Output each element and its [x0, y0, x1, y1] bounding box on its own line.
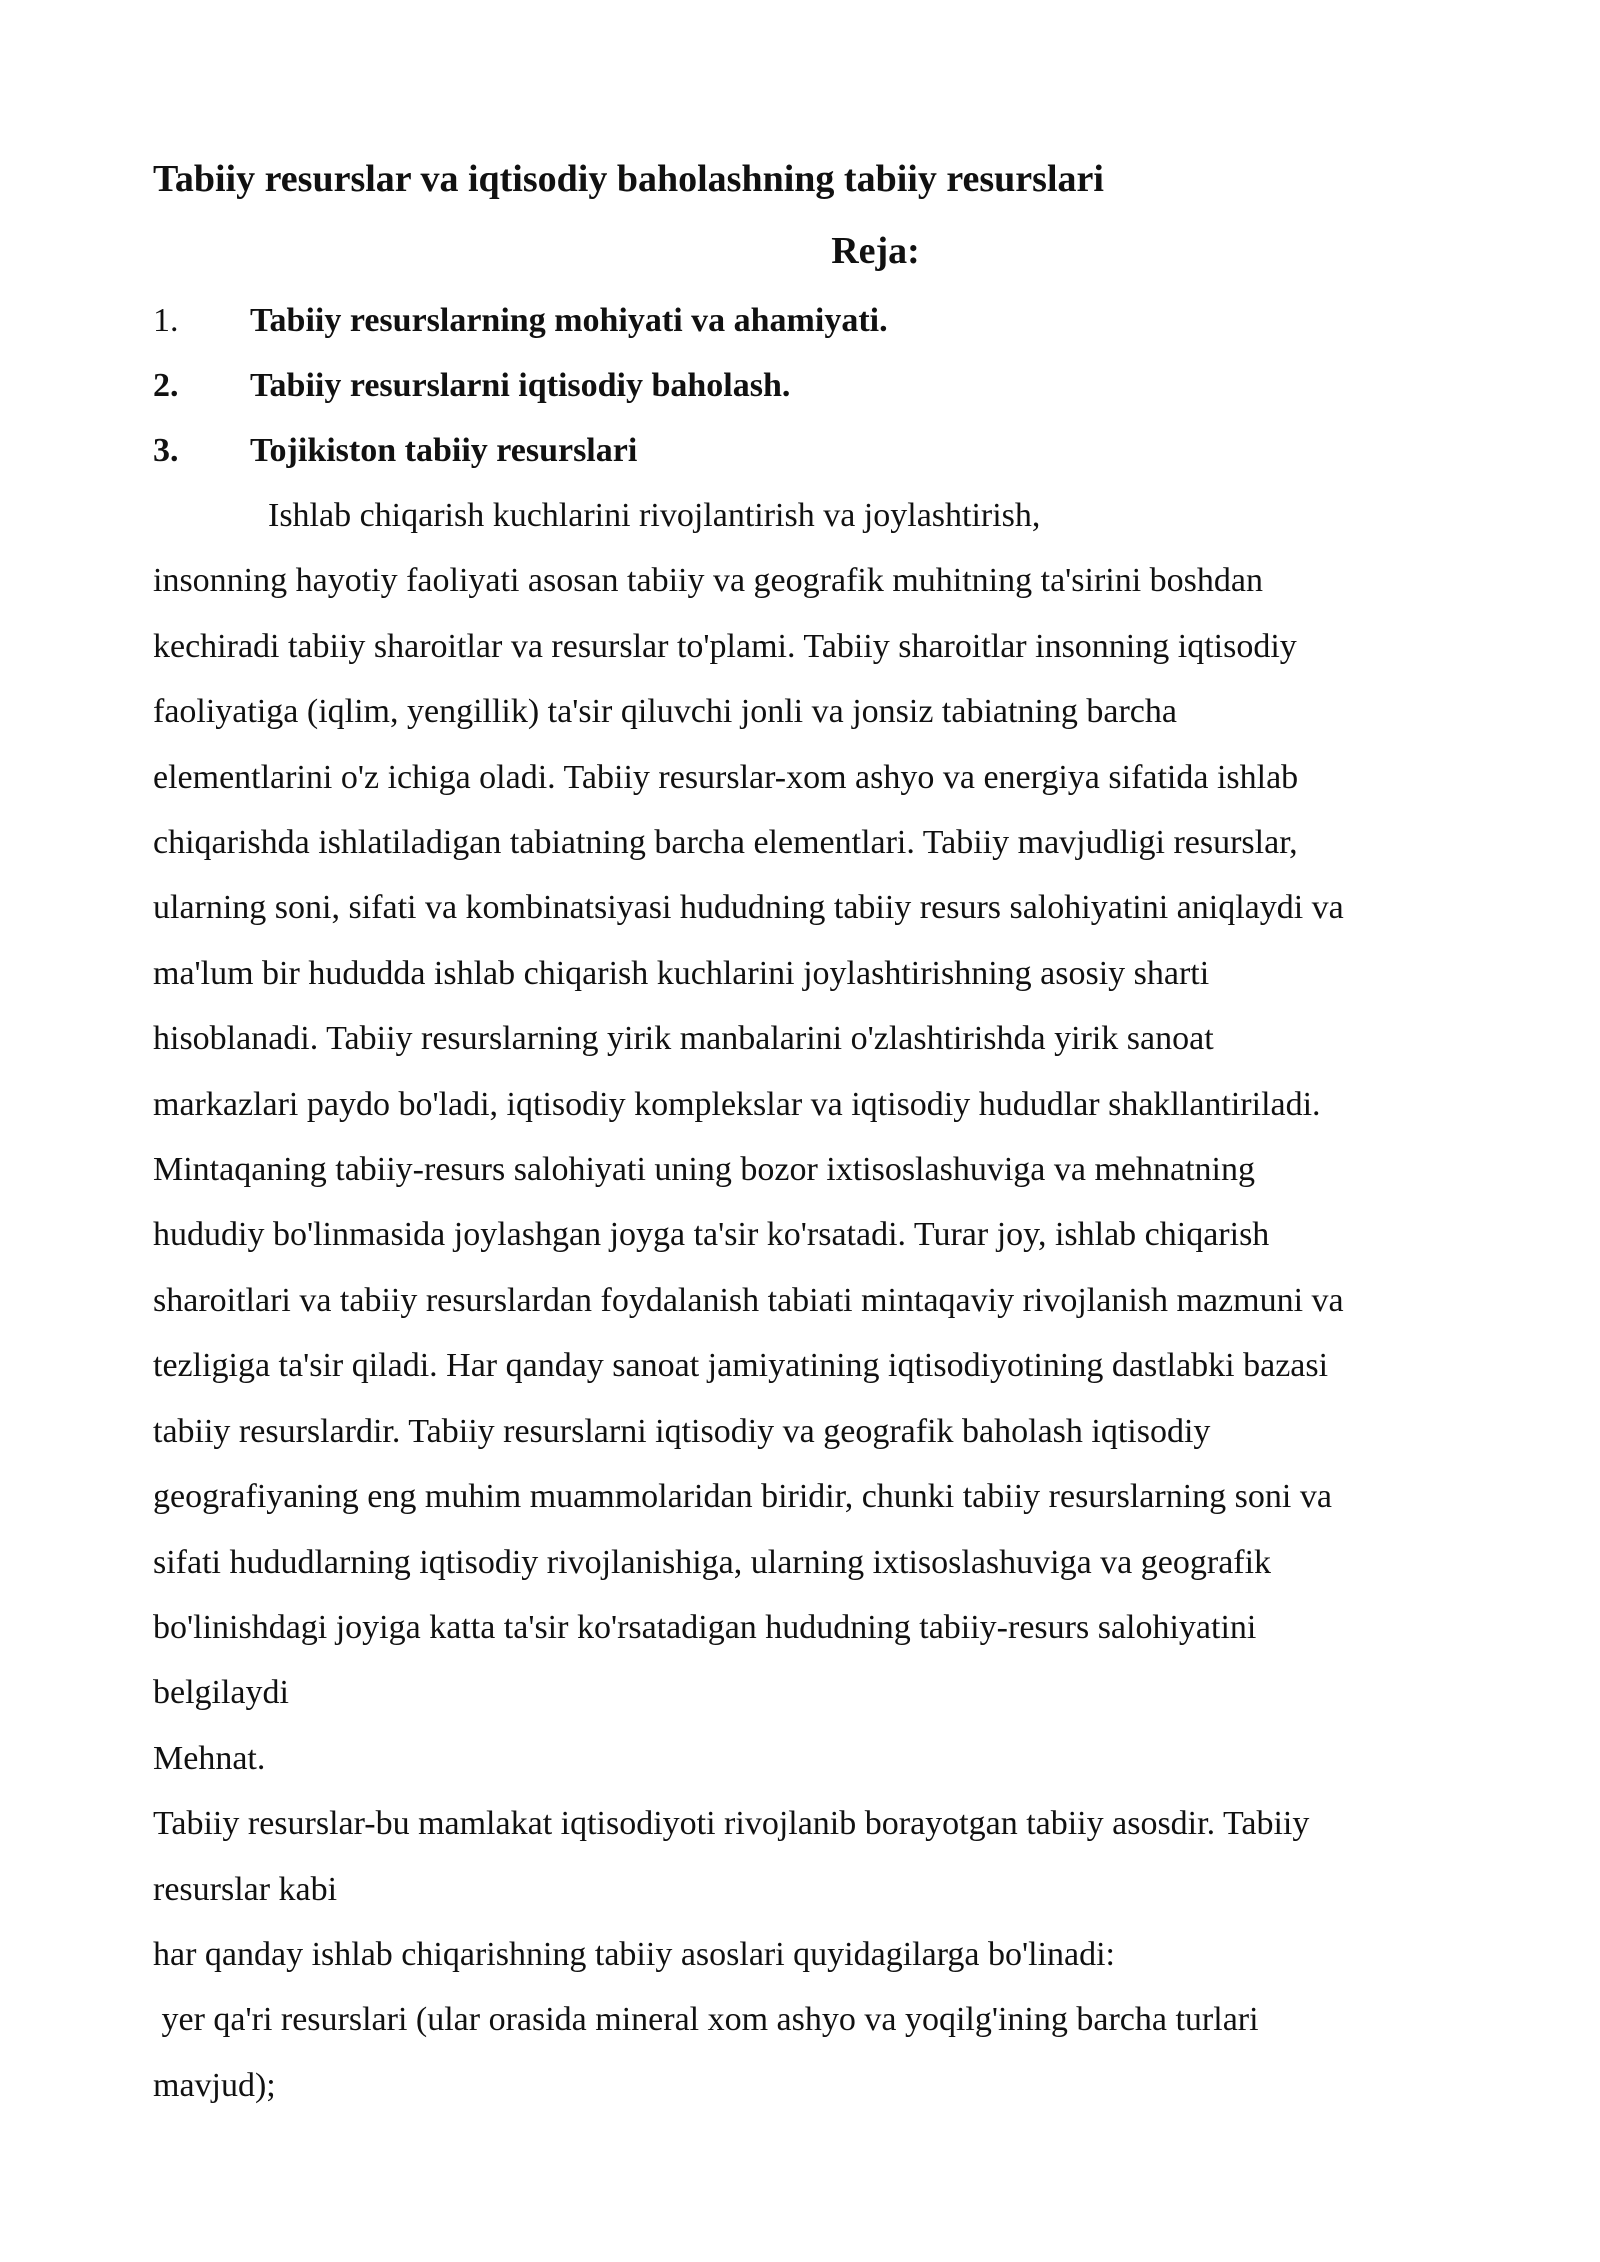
- body-line: markazlari paydo bo'ladi, iqtisodiy komplekslar va iqtisodiy hududlar shakllantiriladi.: [153, 1085, 1321, 1123]
- plan-item-number: 3.: [153, 432, 179, 469]
- plan-list: [153, 288, 1483, 483]
- body-line: faoliyatiga (iqlim, yengillik) ta'sir qiluvchi jonli va jonsiz tabiatning barcha: [153, 693, 1177, 731]
- body-line: mavjud);: [153, 2066, 276, 2104]
- body-line: belgilaydi: [153, 1674, 289, 1712]
- body-line: sifati hududlarning iqtisodiy rivojlanishiga, ularning ixtisoslashuviga va geografik: [153, 1543, 1272, 1581]
- document-title: Tabiiy resurslar va iqtisodiy baholashning tabiiy resurslari: [153, 158, 1104, 200]
- body-line: kechiradi tabiiy sharoitlar va resurslar to'plami. Tabiiy sharoitlar insonning iqtisodiy: [153, 627, 1297, 665]
- body-line: hisoblanadi. Tabiiy resurslarning yirik manbalarini o'zlashtirishda yirik sanoat: [153, 1020, 1214, 1058]
- body-line: Tabiiy resurslar-bu mamlakat iqtisodiyoti rivojlanib borayotgan tabiiy asosdir. Tabiiy: [153, 1805, 1310, 1843]
- body-line: ma'lum bir hududda ishlab chiqarish kuchlarini joylashtirishning asosiy sharti: [153, 954, 1210, 992]
- plan-item-2: [153, 353, 1483, 418]
- body-line: Mehnat.: [153, 1739, 266, 1777]
- body-line: resurslar kabi: [153, 1870, 338, 1908]
- body-line: sharoitlari va tabiiy resurslardan foydalanish tabiati mintaqaviy rivojlanish mazmuni va: [153, 1281, 1344, 1319]
- body-line: geografiyaning eng muhim muammolaridan biridir, chunki tabiiy resurslarning soni va: [153, 1478, 1332, 1516]
- body-line: tezligiga ta'sir qiladi. Har qanday sanoat jamiyatining iqtisodiyotining dastlabki bazasi: [153, 1347, 1329, 1385]
- body-line: Mintaqaning tabiiy-resurs salohiyati uning bozor ixtisoslashuviga va mehnatning: [153, 1151, 1255, 1189]
- body-line: insonning hayotiy faoliyati asosan tabiiy va geografik muhitning ta'sirini boshdan: [153, 562, 1263, 600]
- document-page: [153, 150, 1483, 2118]
- plan-item-number: 2.: [153, 367, 179, 404]
- plan-item-number: 1.: [153, 302, 179, 339]
- plan-item-text: Tabiiy resurslarning mohiyati va ahamiyati.: [250, 302, 888, 339]
- body-line: Ishlab chiqarish kuchlarini rivojlantirish va joylashtirish,: [268, 497, 1041, 534]
- plan-item-3: [153, 418, 1483, 483]
- body-line: elementlarini o'z ichiga oladi. Tabiiy resurslar-xom ashyo va energiya sifatida ishlab: [153, 758, 1299, 796]
- body-line: har qanday ishlab chiqarishning tabiiy asoslari quyidagilarga bo'linadi:: [153, 1935, 1115, 1973]
- body-line: hududiy bo'linmasida joylashgan joyga ta'sir ko'rsatadi. Turar joy, ishlab chiqarish: [153, 1216, 1270, 1254]
- body-text: [153, 483, 1483, 2118]
- body-line: tabiiy resurslardir. Tabiiy resurslarni iqtisodiy va geografik baholash iqtisodiy: [153, 1412, 1211, 1450]
- plan-item-text: Tojikiston tabiiy resurslari: [250, 432, 638, 469]
- body-line: bo'linishdagi joyiga katta ta'sir ko'rsatadigan hududning tabiiy-resurs salohiyatini: [153, 1608, 1257, 1646]
- plan-item-1: [153, 288, 1483, 353]
- body-line: ularning soni, sifati va kombinatsiyasi hududning tabiiy resurs salohiyatini aniqlaydi va: [153, 889, 1344, 927]
- plan-heading: Reja:: [831, 230, 920, 272]
- body-line: yer qa'ri resurslari (ular orasida mineral xom ashyo va yoqilg'ining barcha turlari: [153, 2001, 1259, 2039]
- body-line: chiqarishda ishlatiladigan tabiatning barcha elementlari. Tabiiy mavjudligi resurslar,: [153, 824, 1298, 862]
- plan-item-text: Tabiiy resurslarni iqtisodiy baholash.: [250, 367, 791, 404]
